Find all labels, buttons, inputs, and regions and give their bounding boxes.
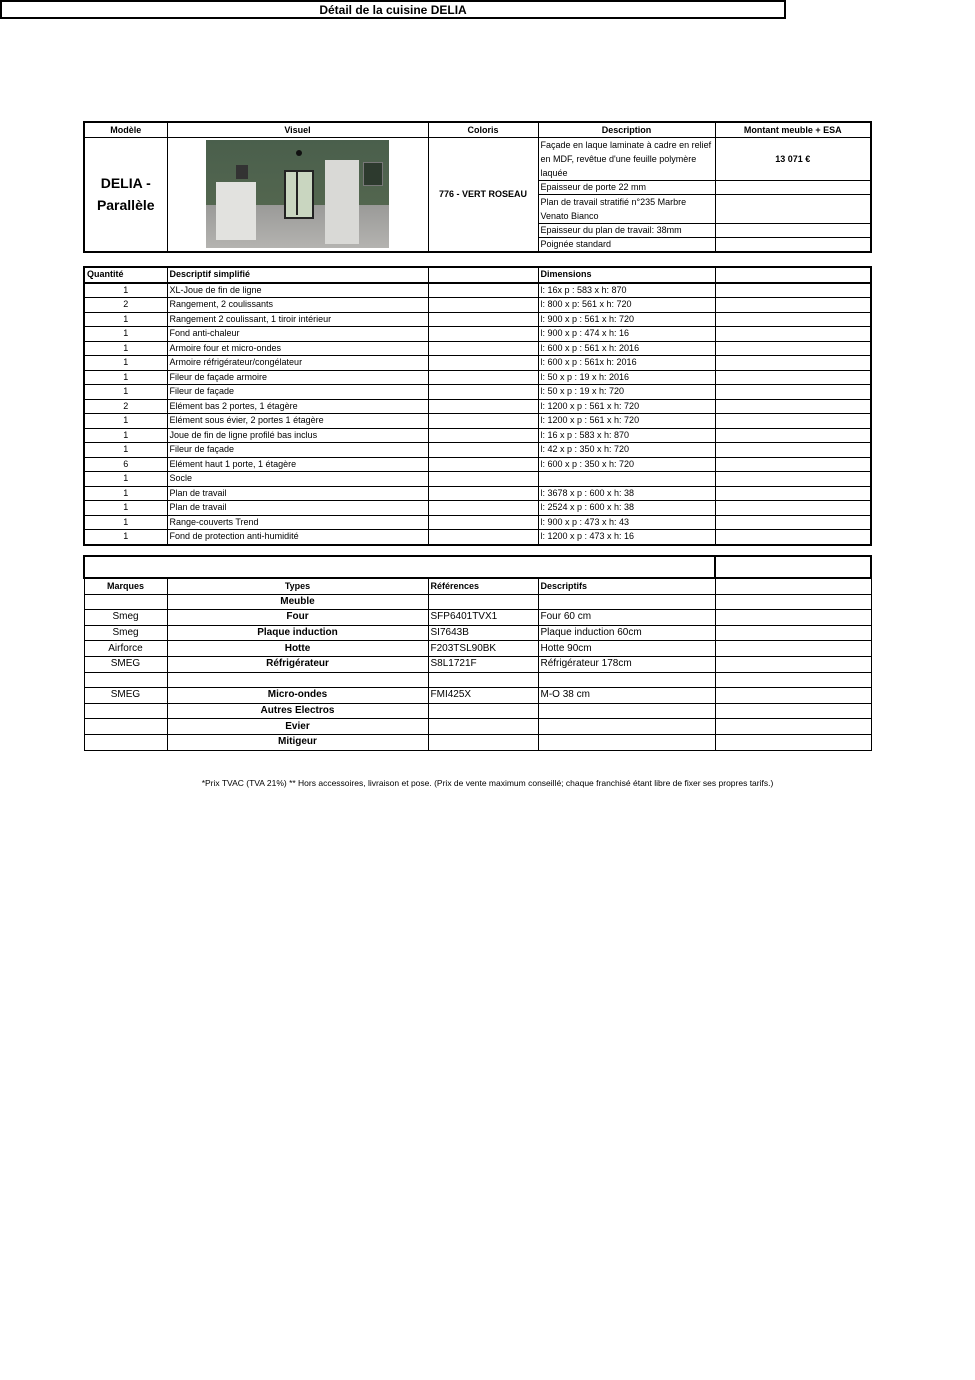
header-short-description: Descriptif simplifié — [167, 267, 428, 283]
table-row — [84, 356, 871, 371]
reference-cell: SFP6401TVX1 — [428, 610, 538, 626]
header-quantity: Quantité — [84, 267, 167, 283]
quantity-cell: 1 — [84, 530, 167, 545]
dimensions-cell: l: 600 x p : 561 x h: 2016 — [538, 341, 715, 356]
brand-cell: Smeg — [84, 610, 167, 626]
table-row — [84, 594, 871, 610]
table-row — [84, 472, 871, 487]
item-description-cell: Fond de protection anti-humidité — [167, 530, 428, 545]
table-row — [84, 283, 871, 298]
kitchen-photo — [206, 140, 389, 248]
item-description-cell: Armoire réfrigérateur/congélateur — [167, 356, 428, 371]
dimensions-cell: l: 900 x p : 561 x h: 720 — [538, 312, 715, 327]
footnote: *Prix TVAC (TVA 21%) ** Hors accessoires, livraison et pose. (Prix de vente maximum conseillé; chaque franchisé étant libre de fixer ses propres tarifs.) — [201, 778, 774, 788]
appliance-description-cell — [538, 734, 715, 750]
model-table — [83, 121, 872, 253]
type-cell: Meuble — [167, 594, 428, 610]
item-description-cell: Elément sous évier, 2 portes 1 étagère — [167, 414, 428, 429]
appliance-description-cell — [538, 672, 715, 688]
item-description-cell: Rangement, 2 coulissants — [167, 298, 428, 313]
reference-cell: F203TSL90BK — [428, 641, 538, 657]
quantity-cell: 6 — [84, 457, 167, 472]
item-description-cell: Plan de travail — [167, 486, 428, 501]
brand-cell — [84, 672, 167, 688]
item-description-cell: Fileur de façade — [167, 443, 428, 458]
page-title: Détail de la cuisine DELIA — [0, 0, 786, 19]
table-row — [84, 610, 871, 626]
dimensions-cell: l: 2524 x p : 600 x h: 38 — [538, 501, 715, 516]
table-row — [84, 428, 871, 443]
table-row — [84, 501, 871, 516]
quantity-cell: 1 — [84, 515, 167, 530]
type-cell: Plaque induction — [167, 625, 428, 641]
table-row — [84, 656, 871, 672]
item-description-cell: Fileur de façade armoire — [167, 370, 428, 385]
header-references: Références — [428, 578, 538, 594]
item-description-cell: Range-couverts Trend — [167, 515, 428, 530]
header-model: Modèle — [84, 122, 167, 138]
item-description-cell: Socle — [167, 472, 428, 487]
quantity-cell: 1 — [84, 341, 167, 356]
brand-cell: SMEG — [84, 688, 167, 704]
table-row — [84, 457, 871, 472]
quantity-cell: 1 — [84, 370, 167, 385]
quantity-cell: 1 — [84, 283, 167, 298]
description-line: Epaisseur de porte 22 mm — [538, 181, 715, 195]
dimensions-cell: l: 1200 x p : 561 x h: 720 — [538, 414, 715, 429]
appliances-table — [83, 555, 872, 751]
quantity-cell: 1 — [84, 385, 167, 400]
table-row — [84, 515, 871, 530]
quantity-cell: 1 — [84, 414, 167, 429]
type-cell: Micro-ondes — [167, 688, 428, 704]
table-row — [84, 672, 871, 688]
quantity-cell: 1 — [84, 428, 167, 443]
header-dimensions: Dimensions — [538, 267, 715, 283]
appliance-description-cell — [538, 719, 715, 735]
header-brands: Marques — [84, 578, 167, 594]
table-row — [84, 370, 871, 385]
item-description-cell: Joue de fin de ligne profilé bas inclus — [167, 428, 428, 443]
dimensions-cell — [538, 472, 715, 487]
header-color: Coloris — [428, 122, 538, 138]
items-table — [83, 266, 872, 546]
appliance-description-cell: Four 60 cm — [538, 610, 715, 626]
header-descriptions: Descriptifs — [538, 578, 715, 594]
table-row — [84, 414, 871, 429]
table-row — [84, 443, 871, 458]
brand-cell — [84, 594, 167, 610]
description-line: Epaisseur du plan de travail: 38mm — [538, 224, 715, 238]
quantity-cell: 2 — [84, 298, 167, 313]
dimensions-cell: l: 1200 x p : 561 x h: 720 — [538, 399, 715, 414]
reference-cell: S8L1721F — [428, 656, 538, 672]
table-row — [84, 298, 871, 313]
color-value: 776 - VERT ROSEAU — [428, 138, 538, 252]
description-line: Poignée standard — [538, 238, 715, 252]
reference-cell — [428, 719, 538, 735]
table-row — [84, 312, 871, 327]
table-row — [84, 341, 871, 356]
description-line: Plan de travail stratifié n°235 Marbre Venato Bianco — [538, 195, 715, 224]
brand-cell — [84, 719, 167, 735]
brand-cell: Smeg — [84, 625, 167, 641]
quantity-cell: 1 — [84, 356, 167, 371]
type-cell: Réfrigérateur — [167, 656, 428, 672]
type-cell: Mitigeur — [167, 734, 428, 750]
reference-cell — [428, 594, 538, 610]
reference-cell: SI7643B — [428, 625, 538, 641]
dimensions-cell: l: 600 x p : 561x h: 2016 — [538, 356, 715, 371]
reference-cell — [428, 734, 538, 750]
item-description-cell: Fileur de façade — [167, 385, 428, 400]
table-row — [84, 625, 871, 641]
dimensions-cell: l: 42 x p : 350 x h: 720 — [538, 443, 715, 458]
table-row — [84, 486, 871, 501]
quantity-cell: 1 — [84, 312, 167, 327]
dimensions-cell: l: 900 x p : 473 x h: 43 — [538, 515, 715, 530]
item-description-cell: Rangement 2 coulissant, 1 tiroir intérieur — [167, 312, 428, 327]
description-line: Façade en laque laminate à cadre en relief en MDF, revêtue d'une feuille polymère laquée — [538, 138, 715, 181]
appliance-description-cell: Réfrigérateur 178cm — [538, 656, 715, 672]
table-row — [84, 327, 871, 342]
dimensions-cell: l: 16 x p : 583 x h: 870 — [538, 428, 715, 443]
table-row — [84, 734, 871, 750]
appliance-description-cell — [538, 594, 715, 610]
type-cell — [167, 672, 428, 688]
reference-cell — [428, 703, 538, 719]
dimensions-cell: l: 50 x p : 19 x h: 720 — [538, 385, 715, 400]
type-cell: Hotte — [167, 641, 428, 657]
table-row — [84, 641, 871, 657]
reference-cell: FMI425X — [428, 688, 538, 704]
appliance-description-cell: M-O 38 cm — [538, 688, 715, 704]
quantity-cell: 1 — [84, 501, 167, 516]
brand-cell: Airforce — [84, 641, 167, 657]
quantity-cell: 1 — [84, 486, 167, 501]
header-description: Description — [538, 122, 715, 138]
type-cell: Evier — [167, 719, 428, 735]
item-description-cell: Elément haut 1 porte, 1 étagère — [167, 457, 428, 472]
item-description-cell: Plan de travail — [167, 501, 428, 516]
brand-cell — [84, 734, 167, 750]
table-row — [84, 530, 871, 545]
table-row — [84, 688, 871, 704]
dimensions-cell: l: 800 x p: 561 x h: 720 — [538, 298, 715, 313]
dimensions-cell: l: 1200 x p : 473 x h: 16 — [538, 530, 715, 545]
header-types: Types — [167, 578, 428, 594]
item-description-cell: Fond anti-chaleur — [167, 327, 428, 342]
item-description-cell: XL-Joue de fin de ligne — [167, 283, 428, 298]
brand-cell: SMEG — [84, 656, 167, 672]
reference-cell — [428, 672, 538, 688]
type-cell: Autres Electros — [167, 703, 428, 719]
header-visual: Visuel — [167, 122, 428, 138]
model-name: DELIA - Parallèle — [84, 138, 167, 252]
appliance-description-cell — [538, 703, 715, 719]
quantity-cell: 1 — [84, 443, 167, 458]
table-row — [84, 385, 871, 400]
appliance-description-cell: Plaque induction 60cm — [538, 625, 715, 641]
dimensions-cell: l: 50 x p : 19 x h: 2016 — [538, 370, 715, 385]
item-description-cell: Elément bas 2 portes, 1 étagère — [167, 399, 428, 414]
table-row — [84, 399, 871, 414]
price-value: 13 071 € — [715, 138, 871, 181]
dimensions-cell: l: 3678 x p : 600 x h: 38 — [538, 486, 715, 501]
kitchen-visual — [167, 138, 428, 252]
item-description-cell: Armoire four et micro-ondes — [167, 341, 428, 356]
table-row — [84, 719, 871, 735]
dimensions-cell: l: 900 x p : 474 x h: 16 — [538, 327, 715, 342]
appliance-description-cell: Hotte 90cm — [538, 641, 715, 657]
quantity-cell: 2 — [84, 399, 167, 414]
dimensions-cell: l: 600 x p : 350 x h: 720 — [538, 457, 715, 472]
dimensions-cell: l: 16x p : 583 x h: 870 — [538, 283, 715, 298]
quantity-cell: 1 — [84, 327, 167, 342]
type-cell: Four — [167, 610, 428, 626]
table-row — [84, 703, 871, 719]
quantity-cell: 1 — [84, 472, 167, 487]
header-price: Montant meuble + ESA — [715, 122, 871, 138]
brand-cell — [84, 703, 167, 719]
